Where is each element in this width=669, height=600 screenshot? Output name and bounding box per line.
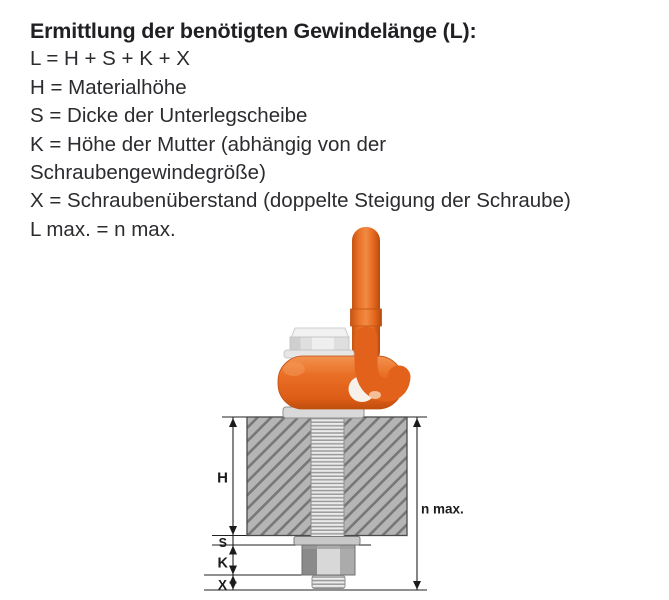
dim-label-h: H	[217, 469, 228, 487]
dim-label-s: S	[218, 536, 227, 550]
ring-highlight	[283, 362, 305, 376]
legend-x: X = Schraubenüberstand (doppelte Steigung der Schraube)	[30, 189, 571, 213]
threaded-shank	[311, 409, 344, 537]
dim-label-x: X	[217, 577, 227, 593]
legend-k-cont: Schraubengewindegröße)	[30, 160, 266, 184]
hex-screw-head	[284, 328, 354, 358]
hex-nut	[302, 545, 355, 575]
legend-k: K = Höhe der Mutter (abhängig von der	[30, 132, 387, 156]
page-title: Ermittlung der benötigten Gewindelänge (L):	[30, 19, 477, 43]
dim-label-k: K	[217, 555, 228, 572]
hook-end-highlight	[369, 391, 381, 399]
legend-s: S = Dicke der Unterlegscheibe	[30, 104, 308, 128]
bottom-washer	[294, 537, 360, 546]
eye-bolt-illustration	[278, 227, 403, 409]
shackle-rod-collar	[351, 309, 382, 326]
legend-h: H = Materialhöhe	[30, 75, 187, 99]
dim-label-n-max: n max.	[421, 501, 464, 517]
formula-lmax: L max. = n max.	[30, 217, 176, 241]
thread-stub	[312, 576, 345, 589]
formula-total: L = H + S + K + X	[30, 47, 190, 71]
